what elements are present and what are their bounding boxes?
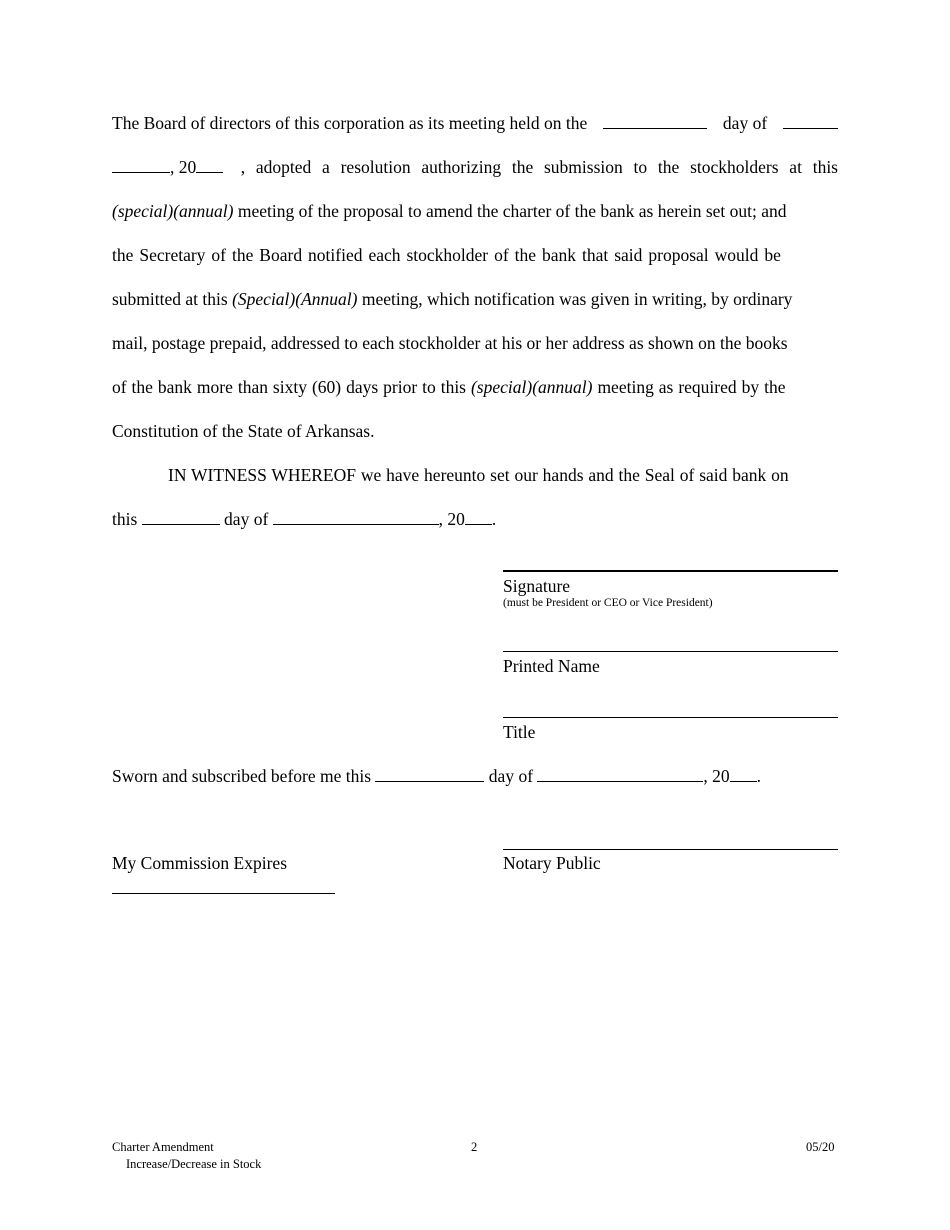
sworn-day-blank[interactable] bbox=[375, 765, 484, 782]
signature-note: (must be President or CEO or Vice President) bbox=[503, 597, 713, 609]
witness-text: IN WITNESS WHEREOF we have hereunto set our hands and the Seal of said bank on bbox=[168, 465, 789, 485]
resolution-text: day of bbox=[722, 113, 768, 133]
meeting-type-italic: (special)(annual) bbox=[470, 377, 593, 397]
footer-form-subtitle: Increase/Decrease in Stock bbox=[126, 1157, 262, 1171]
resolution-text: , adopted a resolution authorizing the submission to the stockholders at this bbox=[240, 157, 838, 177]
witness-year-blank[interactable] bbox=[465, 508, 492, 525]
meeting-month-blank-cont[interactable] bbox=[112, 156, 170, 173]
resolution-text: submitted at this bbox=[112, 289, 233, 309]
meeting-type-italic: (special)(annual) bbox=[112, 201, 234, 221]
resolution-text: meeting of the proposal to amend the charter of the bank as herein set out; and bbox=[233, 201, 787, 221]
notary-line[interactable] bbox=[503, 849, 838, 850]
footer-form-name: Charter Amendment bbox=[112, 1140, 214, 1154]
resolution-text: the Secretary of the Board notified each stockholder of the bank that said proposal would be bbox=[112, 245, 781, 265]
page-number: 2 bbox=[471, 1140, 478, 1154]
printed-name-label: Printed Name bbox=[503, 656, 600, 676]
sworn-year-blank[interactable] bbox=[730, 765, 757, 782]
sworn-text: . bbox=[756, 766, 762, 786]
witness-text: day of bbox=[224, 509, 269, 529]
meeting-type-italic: (Special)(Annual) bbox=[232, 289, 358, 309]
resolution-text: meeting as required by the bbox=[592, 377, 786, 397]
resolution-line-7 bbox=[112, 376, 838, 398]
signature-label: Signature bbox=[503, 576, 571, 596]
resolution-line-3 bbox=[112, 200, 838, 222]
resolution-text: meeting, which notification was given in writing, by ordinary bbox=[357, 289, 793, 309]
witness-text: this bbox=[112, 509, 138, 529]
sworn-text: Sworn and subscribed before me this bbox=[112, 766, 372, 786]
sworn-month-blank[interactable] bbox=[537, 765, 703, 782]
signature-line[interactable] bbox=[503, 570, 838, 572]
title-line[interactable] bbox=[503, 717, 838, 718]
resolution-date-group bbox=[112, 156, 223, 178]
sworn-text: day of bbox=[488, 766, 534, 786]
resolution-text: , 20 bbox=[170, 157, 197, 177]
printed-name-line[interactable] bbox=[503, 651, 838, 652]
resolution-line-2 bbox=[112, 156, 838, 178]
footer-revision-date: 05/20 bbox=[806, 1140, 835, 1154]
meeting-month-blank[interactable] bbox=[783, 112, 838, 129]
witness-month-blank[interactable] bbox=[273, 508, 439, 525]
resolution-line-6 bbox=[112, 332, 838, 354]
resolution-line-5 bbox=[112, 288, 838, 310]
resolution-line-8 bbox=[112, 420, 838, 442]
resolution-line-4 bbox=[112, 244, 838, 266]
resolution-text: mail, postage prepaid, addressed to each stockholder at his or her address as shown on the books bbox=[112, 333, 788, 353]
commission-expires-label: My Commission Expires bbox=[112, 853, 288, 873]
witness-day-blank[interactable] bbox=[142, 508, 220, 525]
commission-expires-line[interactable] bbox=[112, 893, 335, 894]
notary-public-label: Notary Public bbox=[503, 853, 601, 873]
meeting-day-blank[interactable] bbox=[603, 112, 707, 129]
witness-line-2 bbox=[112, 508, 496, 530]
witness-text: . bbox=[491, 509, 497, 529]
resolution-line-1 bbox=[112, 112, 838, 134]
sworn-line bbox=[112, 765, 761, 787]
sworn-text: , 20 bbox=[703, 766, 730, 786]
resolution-text: of the bank more than sixty (60) days prior to this bbox=[112, 377, 471, 397]
witness-text: , 20 bbox=[438, 509, 465, 529]
witness-line-1 bbox=[168, 464, 838, 486]
resolution-text: Constitution of the State of Arkansas. bbox=[112, 421, 375, 441]
meeting-year-blank[interactable] bbox=[196, 156, 223, 173]
resolution-text: The Board of directors of this corporation as its meeting held on the bbox=[112, 113, 588, 133]
title-label: Title bbox=[503, 722, 536, 742]
